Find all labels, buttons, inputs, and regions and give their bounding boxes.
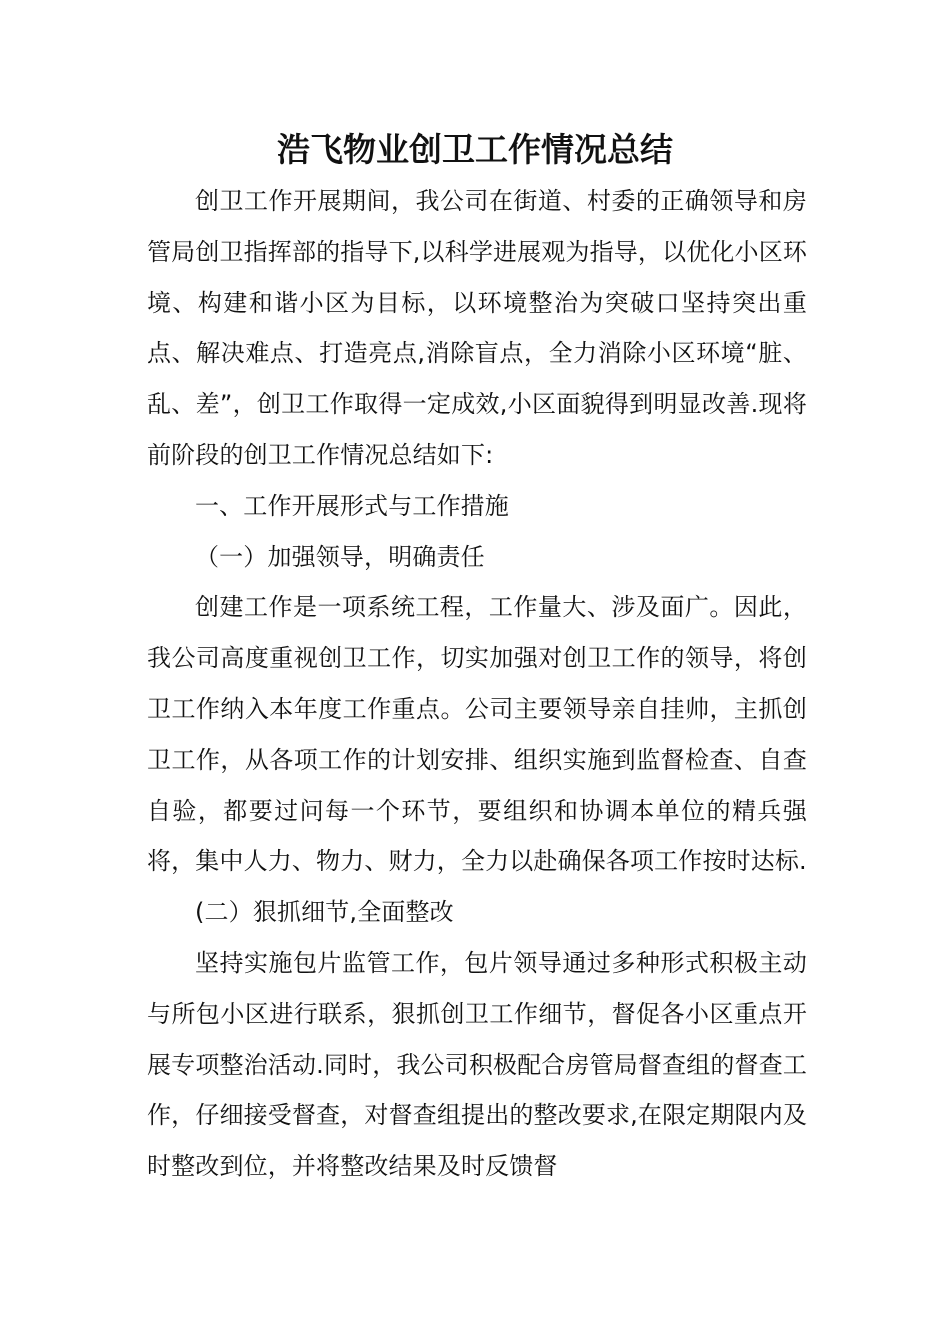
subsection-heading: （一）加强领导，明确责任 (195, 542, 485, 571)
body-paragraph: 坚持实施包片监管工作，包片领导通过多种形式积极主动与所包小区进行联系，狠抓创卫工作细节，督促各小区重点开展专项整治活动.同时，我公司积极配合房管局督查组的督查工作，仔细接受督查，对督查组提出的整改要求,在限定期限内及时整改到位，并将整改结果及时反馈督 (147, 948, 807, 1181)
document-body (147, 176, 807, 1192)
body-paragraph: 创建工作是一项系统工程，工作量大、涉及面广。因此，我公司高度重视创卫工作，切实加强对创卫工作的领导，将创卫工作纳入本年度工作重点。公司主要领导亲自挂帅，主抓创卫工作，从各项工作的计划安排、组织实施到监督检查、自查自验，都要过问每一个环节，要组织和协调本单位的精兵强将，集中人力、物力、财力，全力以赴确保各项工作按时达标. (147, 593, 807, 876)
subsection-heading: (二）狠抓细节,全面整改 (195, 898, 454, 927)
section-heading: 一、工作开展形式与工作措施 (195, 491, 509, 520)
body-paragraph: 创卫工作开展期间，我公司在街道、村委的正确领导和房管局创卫指挥部的指导下,以科学进展观为指导，以优化小区环境、构建和谐小区为目标，以环境整治为突破口坚持突出重点、解决难点、打造亮点,消除盲点，全力消除小区环境“脏、乱、差”，创卫工作取得一定成效,小区面貌得到明显改善.现将前阶段的创卫工作情况总结如下: (147, 187, 807, 469)
document-title: 浩飞物业创卫工作情况总结 (277, 130, 673, 169)
